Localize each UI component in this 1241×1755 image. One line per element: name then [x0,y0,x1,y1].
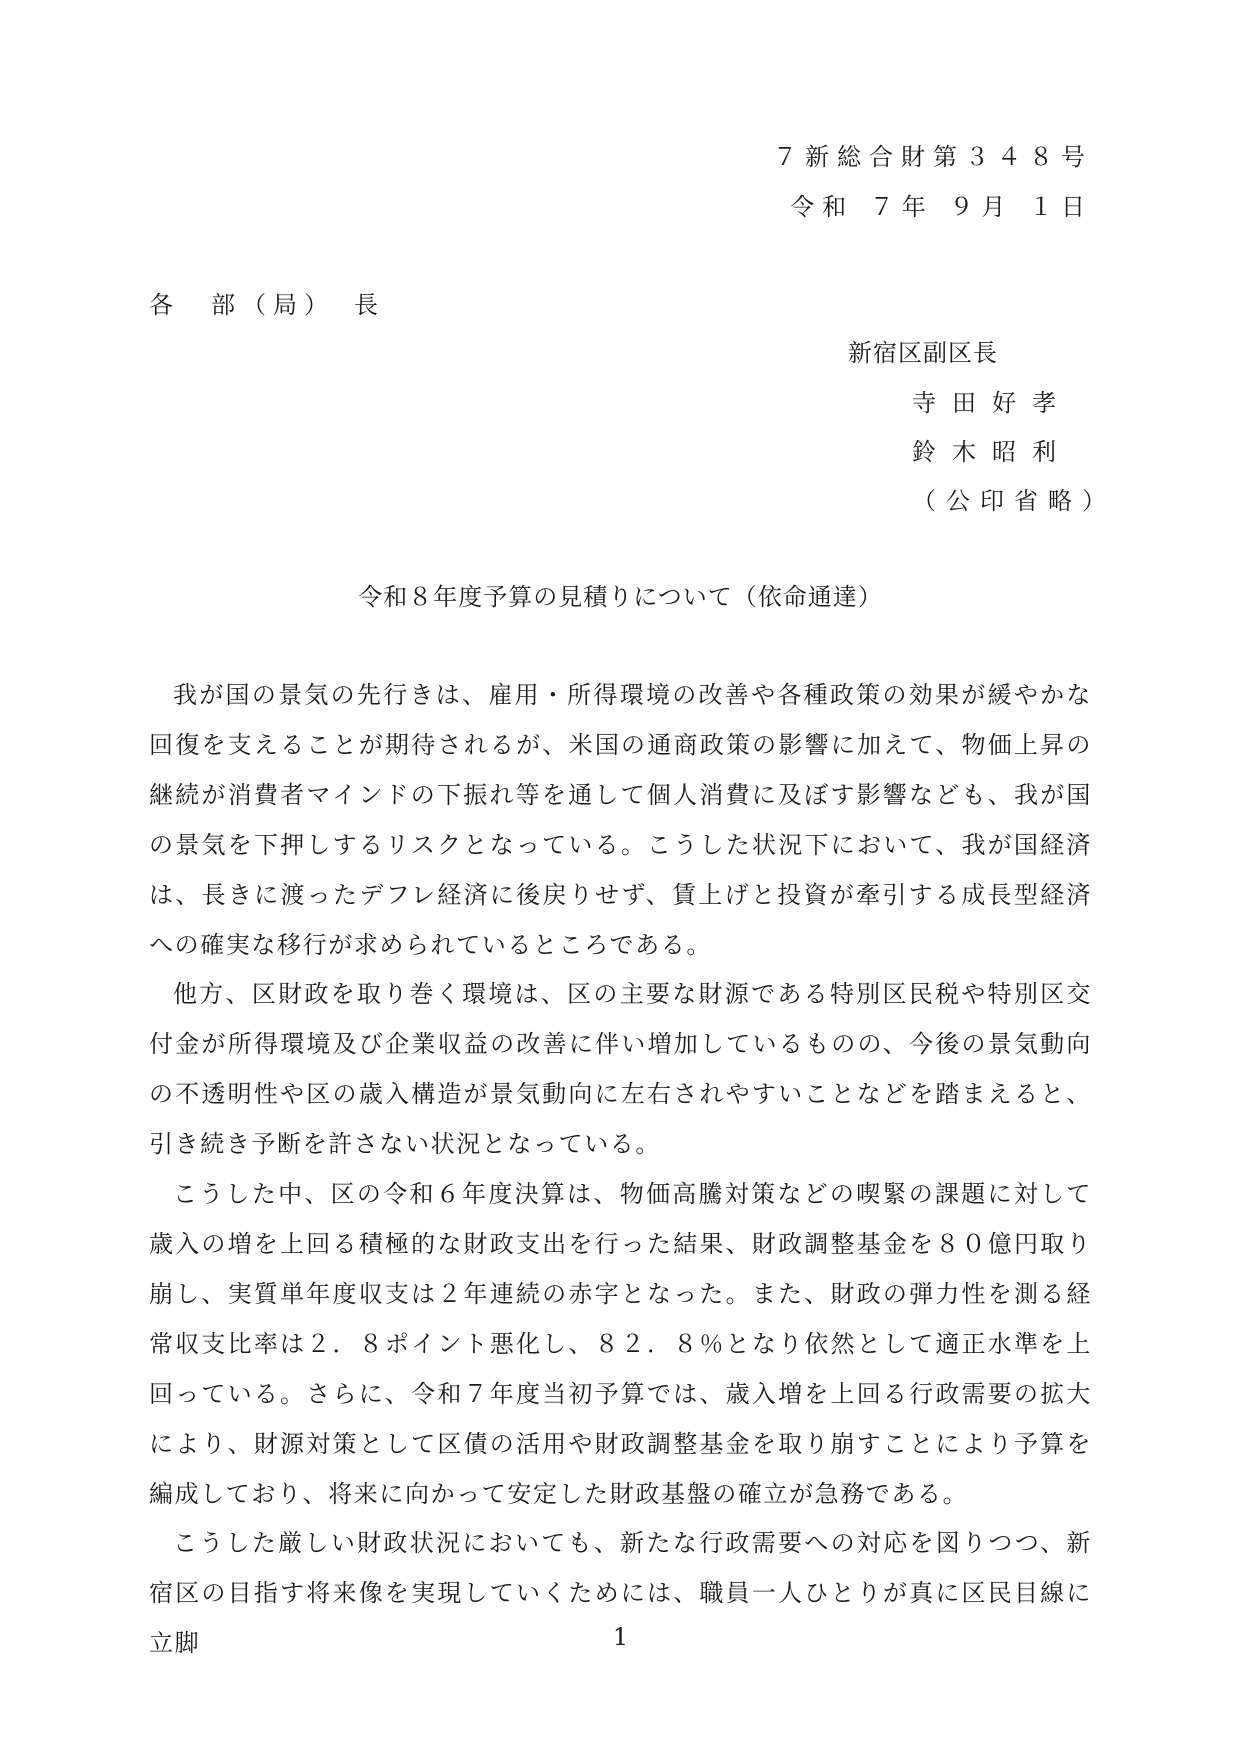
body-text [149,671,1092,1669]
page-number: 1 [612,1623,629,1651]
body-paragraph: 他方、区財政を取り巻く環境は、区の主要な財源である特別区民税や特別区交付金が所得環境及び企業収益の改善に伴い増加しているものの、今後の景気動向の不透明性や区の歳入構造が景気動向に左右されやすいことなどを踏まえると、引き続き予断を許さない状況となっている。 [149,980,1092,1159]
document-number: ７新総合財第３４８号 [773,143,1093,171]
signer-name: 鈴木昭利 [912,438,1072,466]
body-paragraph: 我が国の景気の先行きは、雇用・所得環境の改善や各種政策の効果が緩やかな回復を支えることが期待されるが、米国の通商政策の影響に加えて、物価上昇の継続が消費者マインドの下振れ等を通して個人消費に及ぼす影響なども、我が国の景気を下押しするリスクとなっている。こうした状況下において、我が国経済は、長きに渡ったデフレ経済に後戻りせず、賃上げと投資が牽引する成長型経済への確実な移行が求められているところである。 [149,681,1092,959]
signer-name: 寺田好孝 [912,389,1072,417]
subject-title: 令和８年度予算の見積りについて（依命通達） [358,583,883,611]
body-paragraph: こうした厳しい財政状況においても、新たな行政需要への対応を図りつつ、新宿区の目指す将来像を実現していくためには、職員一人ひとりが真に区民目線に立脚 [149,1529,1092,1658]
sender-title: 新宿区副区長 [848,339,998,367]
seal-omitted-note: （公印省略） [912,487,1116,515]
document-date: 令和 ７年 ９月 １日 [790,193,1093,221]
body-paragraph: こうした中、区の令和６年度決算は、物価高騰対策などの喫緊の課題に対して歳入の増を上回る積極的な財政支出を行った結果、財政調整基金を８０億円取り崩し、実質単年度収支は２年連続の赤字となった。また、財政の弾力性を測る経常収支比率は２．８ポイント悪化し、８２．８％となり依然として適正水準を上回っている。さらに、令和７年度当初予算では、歳入増を上回る行政需要の拡大により、財源対策として区債の活用や財政調整基金を取り崩すことにより予算を編成しており、将来に向かって安定した財政基盤の確立が急務である。 [149,1180,1092,1508]
addressee: 各 部（局） 長 [149,291,385,319]
